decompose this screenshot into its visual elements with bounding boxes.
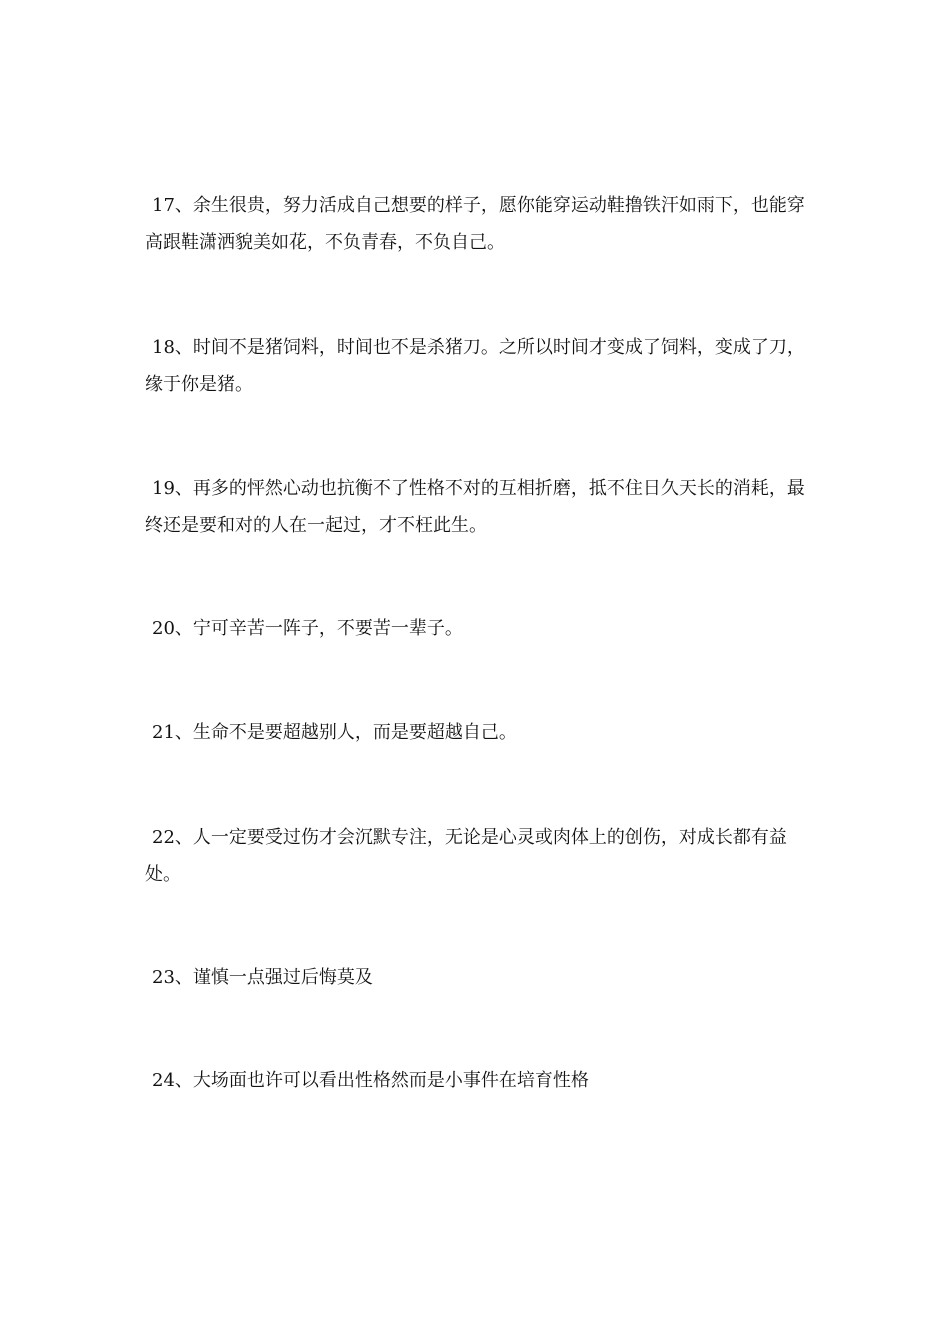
- paragraph-19: [145, 470, 810, 544]
- paragraph-20: [145, 610, 810, 647]
- paragraph-20-text: 20、宁可辛苦一阵子，不要苦一辈子。: [152, 618, 463, 639]
- paragraph-19-text: 19、再多的怦然心动也抗衡不了性格不对的互相折磨，抵不住日久天长的消耗，最终还是要和对的人在一起过，才不枉此生。: [145, 478, 805, 536]
- paragraph-21-text: 21、生命不是要超越别人，而是要超越自己。: [152, 722, 517, 743]
- paragraph-23: [145, 959, 810, 996]
- paragraph-24: [145, 1062, 810, 1099]
- paragraph-22: [145, 819, 810, 893]
- paragraph-24-text: 24、大场面也许可以看出性格然而是小事件在培育性格: [152, 1070, 589, 1091]
- paragraph-23-text: 23、谨慎一点强过后悔莫及: [152, 967, 373, 988]
- paragraph-17: [145, 187, 810, 261]
- paragraph-21: [145, 714, 810, 751]
- paragraph-18-text: 18、时间不是猪饲料，时间也不是杀猪刀。之所以时间才变成了饲料，变成了刀，缘于你是猪。: [145, 337, 805, 395]
- paragraph-22-text: 22、人一定要受过伤才会沉默专注，无论是心灵或肉体上的创伤，对成长都有益处。: [145, 827, 787, 885]
- paragraph-17-text: 17、余生很贵，努力活成自己想要的样子，愿你能穿运动鞋撸铁汗如雨下，也能穿高跟鞋潇洒貌美如花，不负青春，不负自己。: [145, 195, 805, 253]
- paragraph-18: [145, 329, 810, 403]
